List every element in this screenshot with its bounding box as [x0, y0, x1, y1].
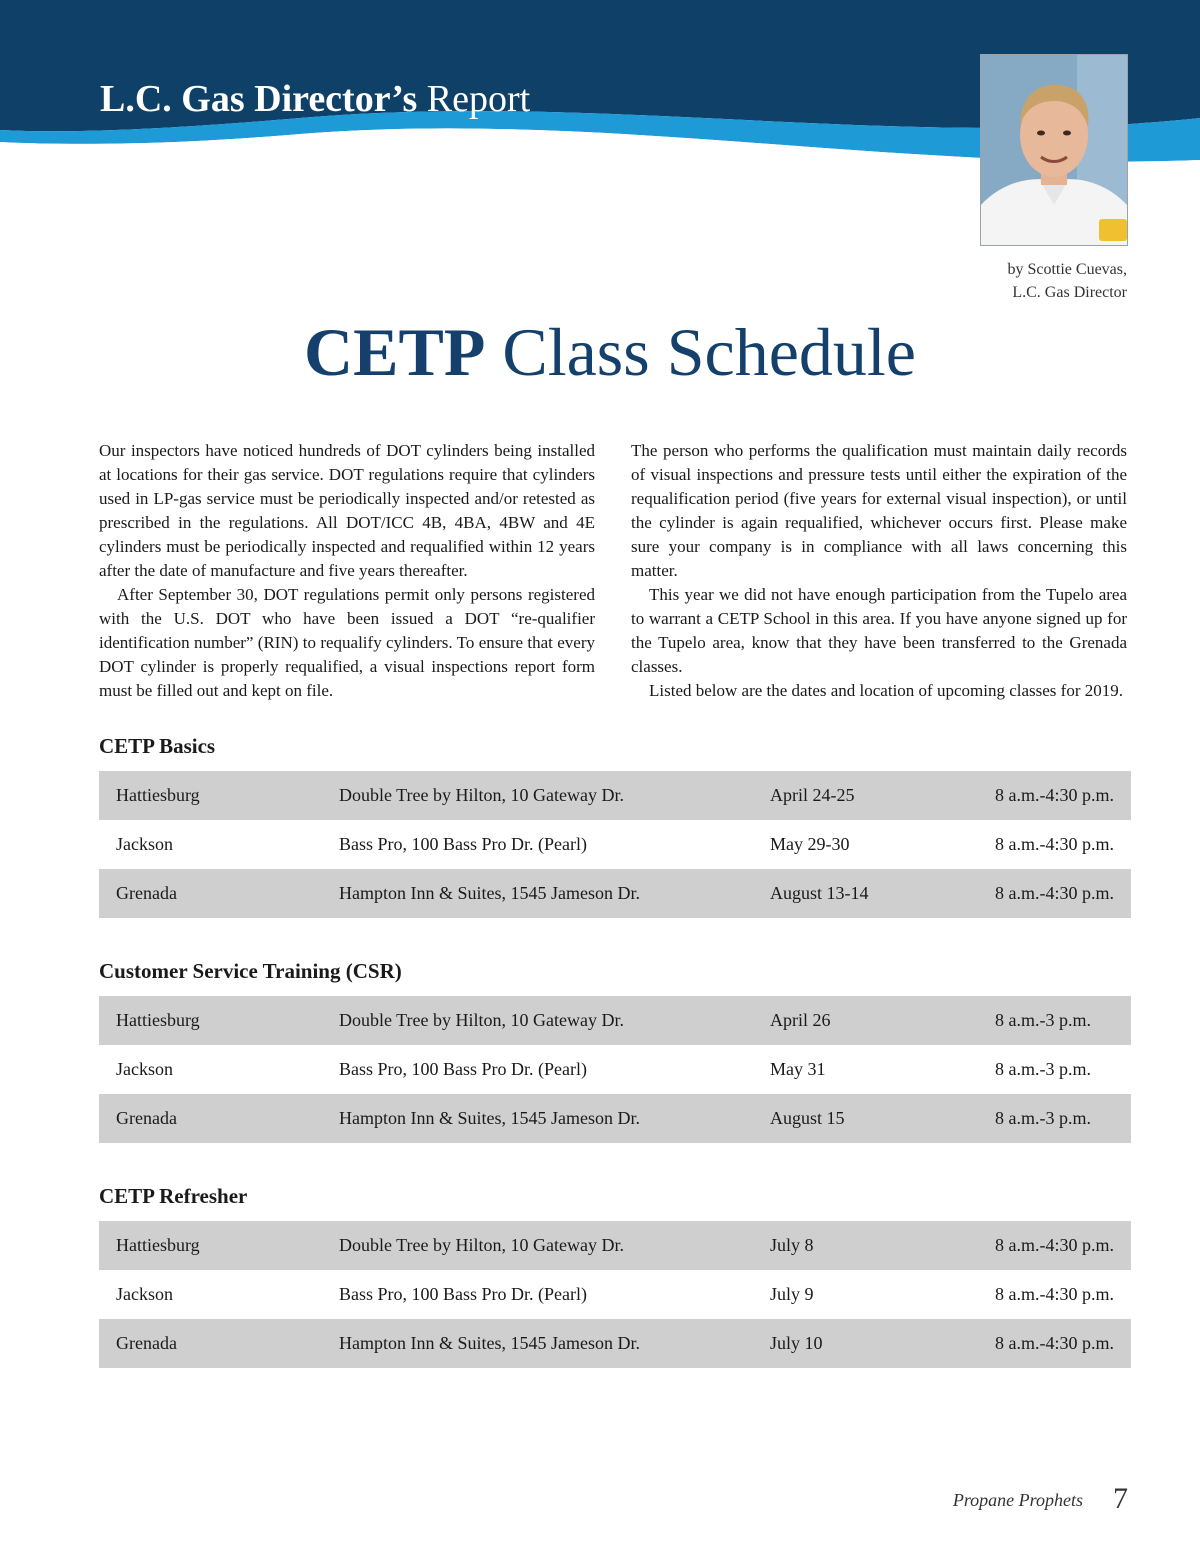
cell-time: 8 a.m.-4:30 p.m.	[995, 785, 1114, 805]
body-paragraph: This year we did not have enough participation from the Tupelo area to warrant a CETP School in this area. If you have anyone signed up for the Tupelo area, know that they have been transferred to the Grenada classes.	[631, 585, 1127, 676]
cell-venue: Hampton Inn & Suites, 1545 Jameson Dr.	[339, 883, 640, 903]
cell-venue: Double Tree by Hilton, 10 Gateway Dr.	[339, 1010, 624, 1030]
section-title-cetp-basics: CETP Basics	[99, 734, 216, 758]
cell-date: July 8	[770, 1235, 814, 1255]
cell-date: April 24-25	[770, 785, 855, 805]
cell-date: April 26	[770, 1010, 831, 1030]
body-paragraph: After September 30, DOT regulations permit only persons registered with the U.S. DOT who have been issued a DOT “re-qualifier identification number” (RIN) to requalify cylinders. To ensure that every DOT cylinder is properly requalified, a visual inspections report form must be filled out and kept on file.	[99, 585, 595, 700]
schedule-table-csr	[99, 996, 1131, 1143]
cell-time: 8 a.m.-3 p.m.	[995, 1010, 1091, 1030]
cell-city: Grenada	[116, 883, 177, 903]
cell-city: Jackson	[116, 1059, 173, 1079]
cell-venue: Bass Pro, 100 Bass Pro Dr. (Pearl)	[339, 834, 587, 854]
cell-city: Hattiesburg	[116, 1010, 200, 1030]
byline-role: L.C. Gas Director	[1012, 284, 1127, 301]
cell-city: Grenada	[116, 1333, 177, 1353]
table-row	[99, 996, 1131, 1045]
byline	[1007, 258, 1127, 304]
page-title-light: Class Schedule	[502, 314, 916, 390]
cell-time: 8 a.m.-4:30 p.m.	[995, 1235, 1114, 1255]
cell-time: 8 a.m.-4:30 p.m.	[995, 834, 1114, 854]
section-title-cetp-refresher: CETP Refresher	[99, 1184, 248, 1208]
cell-venue: Bass Pro, 100 Bass Pro Dr. (Pearl)	[339, 1284, 587, 1304]
schedule-table-cetp-basics	[99, 771, 1131, 918]
body-paragraph: The person who performs the qualification must maintain daily records of visual inspections and pressure tests until either the expiration of the requalification period (five years for external visual inspection), or until the cylinder is again requalified, whichever occurs first. Please make sure your company is in compliance with all laws concerning this matter.	[631, 441, 1127, 580]
page-number: 7	[1113, 1482, 1128, 1515]
cell-venue: Hampton Inn & Suites, 1545 Jameson Dr.	[339, 1108, 640, 1128]
cell-city: Hattiesburg	[116, 1235, 200, 1255]
cell-date: August 15	[770, 1108, 845, 1128]
table-row	[99, 1045, 1131, 1094]
body-column-right	[631, 439, 1127, 703]
table-row	[99, 1270, 1131, 1319]
cell-city: Jackson	[116, 834, 173, 854]
cell-city: Grenada	[116, 1108, 177, 1128]
cell-time: 8 a.m.-4:30 p.m.	[995, 883, 1114, 903]
cell-venue: Double Tree by Hilton, 10 Gateway Dr.	[339, 785, 624, 805]
cell-time: 8 a.m.-4:30 p.m.	[995, 1284, 1114, 1304]
body-paragraph: Our inspectors have noticed hundreds of DOT cylinders being installed at locations for their gas service. DOT regulations require that cylinders used in LP-gas service must be periodically inspected and/or retested as prescribed in the regulations. All DOT/ICC 4B, 4BA, 4BW and 4E cylinders must be periodically inspected and requalified within 12 years after the date of manufacture and five years thereafter.	[99, 441, 595, 580]
cell-date: July 9	[770, 1284, 814, 1304]
cell-date: August 13-14	[770, 883, 869, 903]
table-row	[99, 820, 1131, 869]
header-title	[100, 76, 530, 122]
page-title-bold: CETP	[304, 314, 486, 390]
table-row	[99, 1221, 1131, 1270]
table-row	[99, 1094, 1131, 1143]
table-row	[99, 1319, 1131, 1368]
cell-venue: Hampton Inn & Suites, 1545 Jameson Dr.	[339, 1333, 640, 1353]
body-paragraph: Listed below are the dates and location of upcoming classes for 2019.	[649, 681, 1123, 700]
cell-time: 8 a.m.-3 p.m.	[995, 1108, 1091, 1128]
byline-author: by Scottie Cuevas,	[1007, 261, 1127, 278]
schedule-table-cetp-refresher	[99, 1221, 1131, 1368]
section-title-csr: Customer Service Training (CSR)	[99, 959, 402, 983]
cell-city: Hattiesburg	[116, 785, 200, 805]
author-portrait-image	[981, 55, 1127, 245]
header-title-bold: L.C. Gas Director’s	[100, 78, 418, 120]
page-title	[0, 310, 1200, 394]
header-title-light: Report	[426, 78, 531, 120]
cell-venue: Double Tree by Hilton, 10 Gateway Dr.	[339, 1235, 624, 1255]
cell-date: July 10	[770, 1333, 823, 1353]
body-column-left	[99, 439, 595, 703]
cell-venue: Bass Pro, 100 Bass Pro Dr. (Pearl)	[339, 1059, 587, 1079]
table-row	[99, 771, 1131, 820]
cell-city: Jackson	[116, 1284, 173, 1304]
author-photo	[980, 54, 1128, 246]
cell-date: May 31	[770, 1059, 826, 1079]
cell-date: May 29-30	[770, 834, 850, 854]
cell-time: 8 a.m.-4:30 p.m.	[995, 1333, 1114, 1353]
footer-publication: Propane Prophets	[952, 1490, 1083, 1510]
table-row	[99, 869, 1131, 918]
cell-time: 8 a.m.-3 p.m.	[995, 1059, 1091, 1079]
